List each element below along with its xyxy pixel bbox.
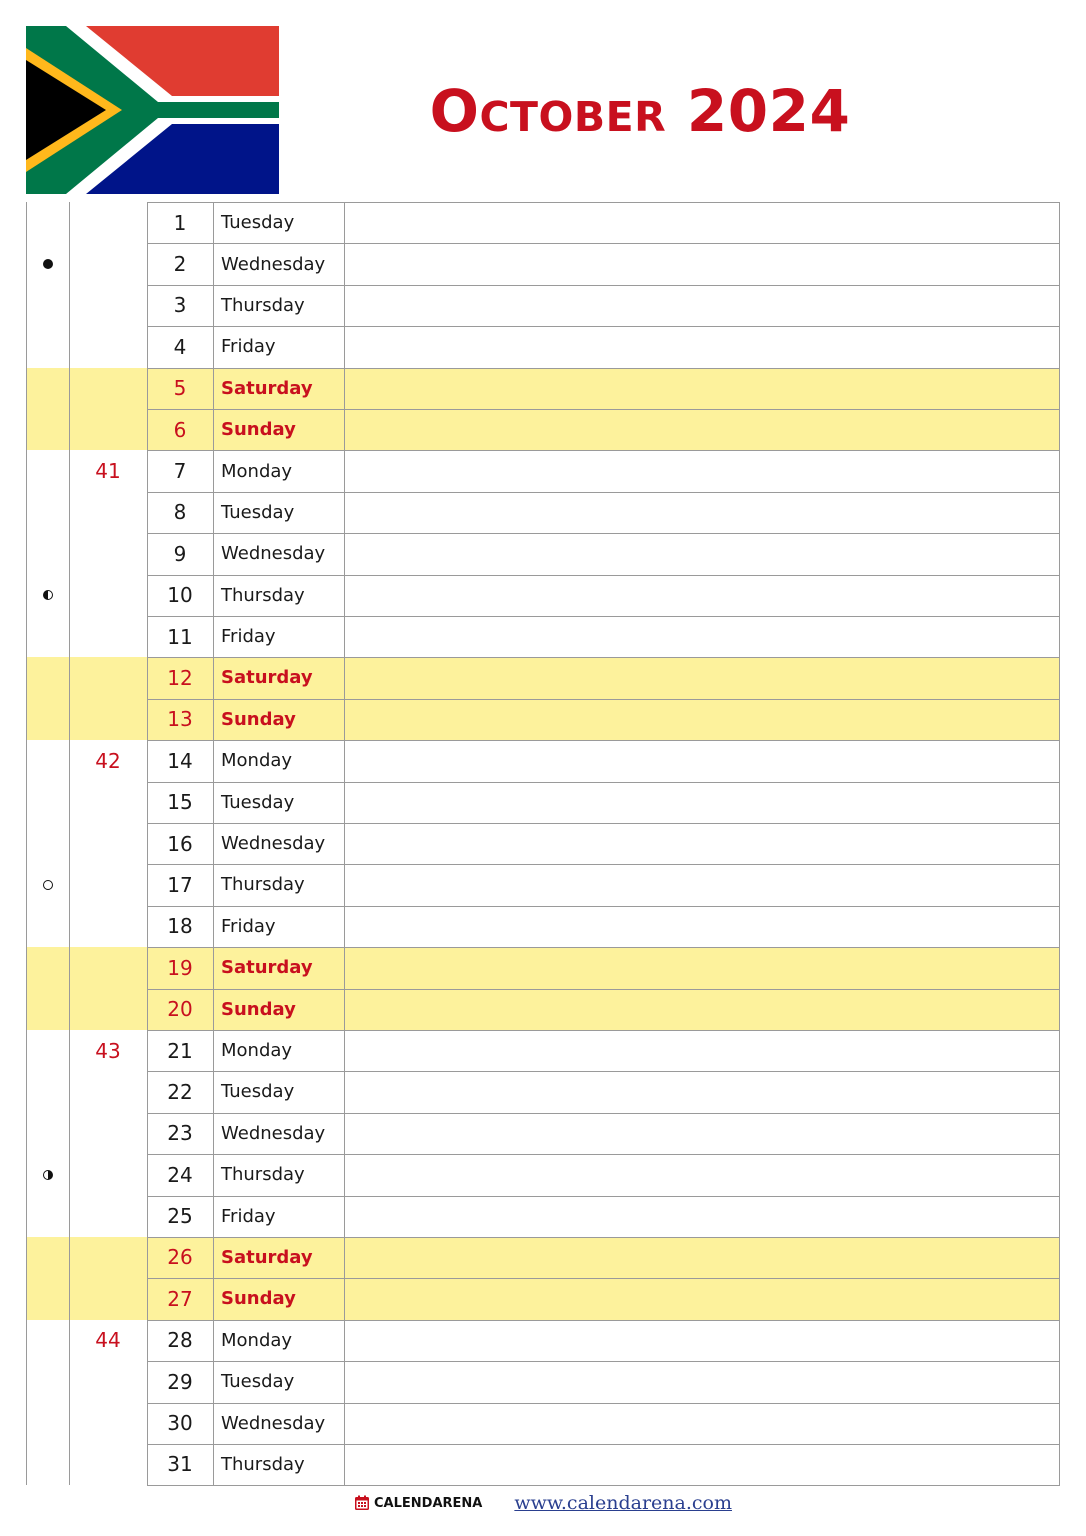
grid-line	[147, 202, 148, 1486]
week-number	[69, 781, 147, 822]
moon-phase-cell	[26, 864, 69, 905]
calendar-row	[26, 1361, 1060, 1402]
day-name: Thursday	[221, 584, 305, 606]
calendar-row	[26, 243, 1060, 284]
week-number	[69, 1071, 147, 1112]
grid-line	[147, 1361, 1060, 1362]
day-number: 8	[173, 500, 187, 525]
moon-phase-cell	[26, 699, 69, 740]
moon-phase-cell	[26, 1030, 69, 1071]
grid-line	[147, 1154, 1060, 1155]
day-number: 21	[167, 1038, 193, 1063]
notes-cell[interactable]	[344, 1320, 1060, 1361]
day-number: 3	[173, 293, 187, 318]
day-name: Friday	[221, 336, 276, 358]
grid-line	[147, 699, 1060, 700]
week-number	[69, 409, 147, 450]
day-name: Thursday	[221, 1164, 305, 1186]
week-number	[69, 1361, 147, 1402]
day-number: 12	[167, 665, 193, 690]
calendar-row	[26, 368, 1060, 409]
notes-cell[interactable]	[344, 409, 1060, 450]
moon-phase-cell	[26, 947, 69, 988]
calendar-row	[26, 326, 1060, 367]
moon-phase-cell	[26, 1154, 69, 1195]
moon-phase-cell	[26, 1278, 69, 1319]
calendar-row	[26, 1402, 1060, 1443]
brand-name: CALENDARENA	[374, 1495, 483, 1511]
grid-line	[147, 202, 1060, 203]
moon-phase-cell	[26, 781, 69, 822]
calendar-row	[26, 657, 1060, 698]
day-name: Monday	[221, 1040, 293, 1061]
calendar-row	[26, 864, 1060, 905]
grid-line	[147, 533, 1060, 534]
grid-line	[147, 409, 1060, 410]
grid-line	[147, 492, 1060, 493]
notes-cell[interactable]	[344, 699, 1060, 740]
week-number	[69, 1444, 147, 1485]
notes-cell[interactable]	[344, 1278, 1060, 1319]
day-name: Sunday	[221, 708, 296, 730]
notes-cell[interactable]	[344, 285, 1060, 326]
website-link[interactable]: www.calendarena.com	[514, 1492, 732, 1514]
day-number: 23	[167, 1121, 193, 1146]
grid-line	[147, 1320, 1060, 1321]
grid-line	[147, 740, 1060, 741]
calendar-row	[26, 906, 1060, 947]
week-number	[69, 823, 147, 864]
moon-phase-cell	[26, 1402, 69, 1443]
day-name: Sunday	[221, 419, 296, 441]
moon-phase-cell	[26, 409, 69, 450]
day-number: 11	[167, 624, 193, 649]
calendar-row	[26, 947, 1060, 988]
notes-cell[interactable]	[344, 947, 1060, 988]
grid-line	[147, 1278, 1060, 1279]
moon-phase-cell	[26, 1320, 69, 1361]
day-number: 10	[167, 583, 193, 608]
calendar-row	[26, 988, 1060, 1029]
day-name: Saturday	[221, 667, 313, 689]
day-number: 18	[167, 914, 193, 939]
week-number	[69, 575, 147, 616]
grid-line	[147, 285, 1060, 286]
day-name: Thursday	[221, 874, 305, 896]
day-number: 20	[167, 997, 193, 1022]
week-number	[69, 1278, 147, 1319]
calendar-row	[26, 409, 1060, 450]
day-number: 24	[167, 1162, 193, 1187]
moon-phase-cell	[26, 988, 69, 1029]
calendar-row	[26, 699, 1060, 740]
notes-cell[interactable]	[344, 1071, 1060, 1112]
moon-phase-cell	[26, 616, 69, 657]
week-number	[69, 533, 147, 574]
calendar-table	[26, 202, 1060, 1485]
moon-phase-cell	[26, 326, 69, 367]
day-number: 26	[167, 1245, 193, 1270]
calendar-row	[26, 575, 1060, 616]
notes-cell[interactable]	[344, 1361, 1060, 1402]
grid-line	[213, 202, 214, 1486]
day-number: 30	[167, 1411, 193, 1436]
day-name: Thursday	[221, 1453, 305, 1475]
grid-line	[147, 657, 1060, 658]
calendar-row	[26, 1320, 1060, 1361]
day-name: Wednesday	[221, 1122, 326, 1144]
moon-phase-cell	[26, 533, 69, 574]
day-name: Saturday	[221, 377, 313, 399]
week-number	[69, 326, 147, 367]
grid-line	[147, 616, 1060, 617]
moon-phase-cell	[26, 823, 69, 864]
grid-line	[147, 906, 1060, 907]
day-number: 2	[173, 252, 187, 277]
new-moon-icon	[43, 259, 53, 269]
day-name: Tuesday	[221, 1081, 295, 1103]
notes-cell[interactable]	[344, 1113, 1060, 1154]
calendar-row	[26, 450, 1060, 491]
last-quarter-moon-icon	[43, 1170, 53, 1180]
calendar-row	[26, 1030, 1060, 1071]
week-number	[69, 285, 147, 326]
moon-phase-cell	[26, 450, 69, 491]
grid-line	[69, 202, 70, 1485]
grid-line	[147, 782, 1060, 783]
calendar-row	[26, 285, 1060, 326]
footer	[0, 1488, 1086, 1518]
grid-line	[147, 1485, 1060, 1486]
notes-cell[interactable]	[344, 1237, 1060, 1278]
grid-line	[147, 1071, 1060, 1072]
week-number	[69, 1195, 147, 1236]
grid-line	[147, 1444, 1060, 1445]
day-name: Saturday	[221, 957, 313, 979]
moon-phase-cell	[26, 492, 69, 533]
day-number: 22	[167, 1079, 193, 1104]
week-number	[69, 202, 147, 243]
page-title: October 2024	[429, 77, 851, 145]
grid-line	[147, 1403, 1060, 1404]
calendar-row	[26, 1195, 1060, 1236]
notes-cell[interactable]	[344, 864, 1060, 905]
first-quarter-moon-icon	[43, 590, 53, 600]
calendar-row	[26, 823, 1060, 864]
day-number: 9	[173, 541, 187, 566]
day-name: Wednesday	[221, 543, 326, 565]
notes-cell[interactable]	[344, 1195, 1060, 1236]
calendar-row	[26, 1237, 1060, 1278]
grid-line	[26, 202, 27, 1485]
day-number: 16	[167, 831, 193, 856]
notes-cell[interactable]	[344, 823, 1060, 864]
week-number: 44	[95, 1328, 121, 1353]
day-name: Tuesday	[221, 212, 295, 234]
day-number: 17	[167, 872, 193, 897]
day-name: Friday	[221, 1205, 276, 1227]
calendar-row	[26, 1278, 1060, 1319]
notes-cell[interactable]	[344, 202, 1060, 243]
calendar-row	[26, 1113, 1060, 1154]
brand	[354, 1495, 482, 1511]
day-number: 25	[167, 1204, 193, 1229]
week-number: 43	[95, 1038, 121, 1063]
day-number: 13	[167, 707, 193, 732]
notes-cell[interactable]	[344, 616, 1060, 657]
day-name: Monday	[221, 750, 293, 772]
day-name: Sunday	[221, 1288, 296, 1310]
moon-phase-cell	[26, 202, 69, 243]
calendar-row	[26, 616, 1060, 657]
day-number: 15	[167, 790, 193, 815]
moon-phase-cell	[26, 740, 69, 781]
day-name: Friday	[221, 626, 276, 648]
notes-cell[interactable]	[344, 450, 1060, 491]
calendar-row	[26, 1154, 1060, 1195]
grid-line	[147, 450, 1060, 451]
week-number	[69, 988, 147, 1029]
south-africa-flag-icon	[26, 26, 279, 194]
notes-cell[interactable]	[344, 492, 1060, 533]
moon-phase-cell	[26, 1195, 69, 1236]
week-number	[69, 1154, 147, 1195]
grid-line	[147, 864, 1060, 865]
day-number: 28	[167, 1328, 193, 1353]
grid-line	[147, 326, 1060, 327]
notes-cell[interactable]	[344, 657, 1060, 698]
day-name: Wednesday	[221, 833, 326, 855]
notes-cell[interactable]	[344, 1030, 1060, 1071]
day-name: Wednesday	[221, 253, 326, 275]
week-number	[69, 368, 147, 409]
week-number	[69, 864, 147, 905]
week-number	[69, 1113, 147, 1154]
week-number	[69, 1237, 147, 1278]
week-number	[69, 699, 147, 740]
calendar-row	[26, 492, 1060, 533]
week-number	[69, 906, 147, 947]
day-number: 4	[173, 334, 187, 359]
day-number: 5	[173, 376, 187, 401]
notes-cell[interactable]	[344, 1402, 1060, 1443]
grid-line	[147, 575, 1060, 576]
day-name: Monday	[221, 1329, 293, 1351]
moon-phase-cell	[26, 368, 69, 409]
notes-cell[interactable]	[344, 243, 1060, 284]
day-number: 7	[173, 459, 187, 484]
notes-cell[interactable]	[344, 533, 1060, 574]
notes-cell[interactable]	[344, 988, 1060, 1029]
calendar-icon	[354, 1495, 370, 1511]
grid-line	[1059, 202, 1060, 1486]
grid-line	[147, 1030, 1060, 1031]
notes-cell[interactable]	[344, 326, 1060, 367]
notes-cell[interactable]	[344, 740, 1060, 781]
moon-phase-cell	[26, 1361, 69, 1402]
week-number	[69, 243, 147, 284]
moon-phase-cell	[26, 575, 69, 616]
day-name: Saturday	[221, 1246, 313, 1268]
day-name: Thursday	[221, 294, 305, 316]
grid-line	[147, 243, 1060, 244]
day-name: Tuesday	[221, 501, 295, 523]
grid-line	[147, 823, 1060, 824]
grid-line	[147, 1113, 1060, 1114]
notes-cell[interactable]	[344, 575, 1060, 616]
full-moon-icon	[43, 880, 53, 890]
day-name: Tuesday	[221, 791, 295, 813]
moon-phase-cell	[26, 285, 69, 326]
day-name: Wednesday	[221, 1412, 326, 1434]
calendar-row	[26, 781, 1060, 822]
notes-cell[interactable]	[344, 906, 1060, 947]
week-number	[69, 616, 147, 657]
week-number: 42	[95, 748, 121, 773]
notes-cell[interactable]	[344, 1154, 1060, 1195]
moon-phase-cell	[26, 657, 69, 698]
moon-phase-cell	[26, 1071, 69, 1112]
day-number: 1	[173, 210, 187, 235]
day-name: Monday	[221, 460, 293, 482]
grid-line	[147, 1237, 1060, 1238]
week-number	[69, 947, 147, 988]
moon-phase-cell	[26, 1444, 69, 1485]
notes-cell[interactable]	[344, 1444, 1060, 1485]
notes-cell[interactable]	[344, 781, 1060, 822]
grid-line	[147, 947, 1060, 948]
day-number: 14	[167, 748, 193, 773]
calendar-row	[26, 533, 1060, 574]
moon-phase-cell	[26, 906, 69, 947]
week-number	[69, 1402, 147, 1443]
grid-line	[147, 368, 1060, 369]
calendar-row	[26, 1071, 1060, 1112]
week-number	[69, 657, 147, 698]
day-name: Sunday	[221, 998, 296, 1020]
moon-phase-cell	[26, 243, 69, 284]
day-number: 19	[167, 955, 193, 980]
day-name: Friday	[221, 915, 276, 937]
day-number: 29	[167, 1369, 193, 1394]
moon-phase-cell	[26, 1237, 69, 1278]
calendar-row	[26, 740, 1060, 781]
moon-phase-cell	[26, 1113, 69, 1154]
calendar-row	[26, 1444, 1060, 1485]
day-number: 6	[173, 417, 187, 442]
day-name: Tuesday	[221, 1371, 295, 1393]
calendar-row	[26, 202, 1060, 243]
grid-line	[147, 1196, 1060, 1197]
day-number: 27	[167, 1286, 193, 1311]
week-number	[69, 492, 147, 533]
day-number: 31	[167, 1452, 193, 1477]
grid-line	[147, 989, 1060, 990]
notes-cell[interactable]	[344, 368, 1060, 409]
week-number: 41	[95, 459, 121, 484]
grid-line	[344, 202, 345, 1486]
